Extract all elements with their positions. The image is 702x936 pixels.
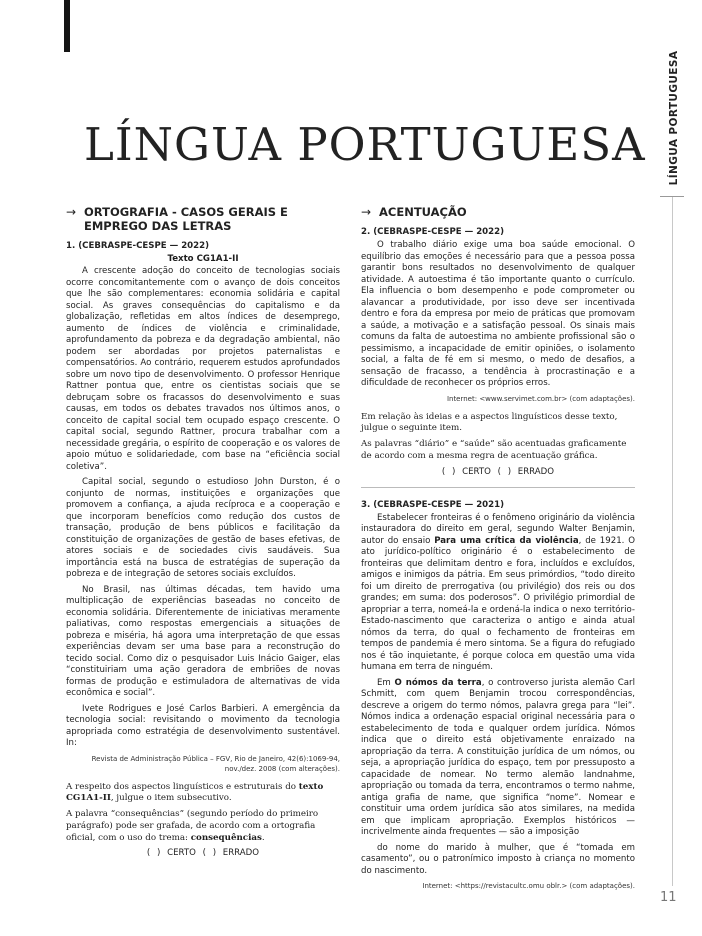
paragraph-text: , o controverso jurista alemão Carl Schmitt, com quem Benjamin trocou correspondências, descreve a origem do termo nómos, palavra grega para “lei”. Nómos indica a ordenação espacial original necessária para o estabelecimento de toda e qualquer ordem jurídica. Nómos indica que o direito está objetivamente enraizado na apropriação da terra. A constituição jurídica de um nómos, ou seja, a apropriação jurídica do espaço, tem por pressuposto a capacidade de nomear. No termo alemão landnahme, apropriação ou tomada da terra, encontramos o termo nahme, antiga grafia de name, que significa “nome”. Nomear e constituir uma ordem jurídica são atos similares, na medida em que implicam apropriação. Exemplos históricos — incrivelmente ainda frequentes — são a imposição [361,677,635,838]
section-heading-ortografia [66,205,340,233]
source-citation: Internet: <www.servimet.com.br> (com adaptações). [446,394,635,403]
side-divider-tick [660,196,684,197]
paragraph-text: , de 1921. O ato jurídico-político originário é o estabelecimento de fronteiras que delimitam dentro e fora, incluídos e excluídos, amigos e inimigos da pátria. Em seus primórdios, “todo direito foi um direito de prerrogativa (ou privilégio) dos reis ou dos grandes; em suma: dos poderosos”. O privilégio primordial de apropriar a terra, nomeá-la e ordená-la indica o nexo território-Estado-nascimento que caracteriza o antigo e ainda atual nómos da terra, do qual o fechamento de fronteiras em tempos de pandemia é mero sintoma. Se a figura do refugiado nos é tão inquietante, é porque coloca em questão uma vida humana em terra de ninguém. [361,535,635,673]
prompt-bold: texto CG1A1-II [66,781,324,804]
item-bold: consequências [190,832,262,843]
arrow-right-icon: → [66,205,77,219]
text-title: Texto CG1A1-II [167,254,239,264]
paragraph: do nome do marido à mulher, que é “tomada em casamento”, ou o patronímico imposto à criança no momento do nascimento. [361,842,635,876]
source-citation: Internet: <https://revistacultc.omu oblr.> (com adaptações). [422,882,635,891]
right-column [361,205,635,899]
paragraph-bold: Para uma crítica da violência [434,535,579,546]
section-heading-acentuacao [361,205,635,219]
paragraph [361,513,635,674]
item-text: A palavra “consequências” (segundo período do primeiro parágrafo) pode ser grafada, de acordo com a ortografia oficial, com o uso do trema: [66,809,319,843]
paragraph-bold: O nómos da terra [394,677,482,688]
paragraph: No Brasil, nas últimas décadas, tem havido uma multiplicação de experiências baseadas no conceito de economia solidária. Diferentemente de iniciativas meramente paliativas, como respostas emergenciais a situações de pobreza e miséria, há agora uma interpretação de que essas experiências devam ser uma base para a reconstrução do tecido social. Como diz o pesquisador Luis Inácio Gaiger, elas “constituiriam uma ação geradora de embriões de novas formas de produção e estimuladora de alternativas de vida econômica e social”. [66,584,340,698]
left-column [66,205,340,864]
question-header: 2. (CEBRASPE-CESPE — 2022) [361,227,505,237]
paragraph: Capital social, segundo o estudioso John Durston, é o conjunto de normas, instituições e organizações que promovem a confiança, a ajuda recíproca e a cooperação e que incorporam benefícios como redução dos custos de transação, produção de bens públicos e facilitação da constituição de organizações de gestão de bases efetivas, de atores sociais e de sociedades civis saudáveis. Sua importância está na busca de estratégias de superação da pobreza e de integração de setores sociais excluídos. [66,477,340,579]
top-accent-bar [64,0,70,52]
section-title: ORTOGRAFIA - CASOS GERAIS E EMPREGO DAS LETRAS [84,205,288,233]
section-title: ACENTUAÇÃO [379,205,467,219]
question-header: 1. (CEBRASPE-CESPE — 2022) [66,241,210,251]
question-prompt: Em relação às ideias e a aspectos linguísticos desse texto, julgue o seguinte item. [361,411,618,434]
page-title: LÍNGUA PORTUGUESA [84,118,646,171]
arrow-right-icon: → [361,205,372,219]
question-header: 3. (CEBRASPE-CESPE — 2021) [361,499,505,510]
side-section-label-text: LÍNGUA PORTUGUESA [668,50,680,186]
paragraph: A crescente adoção do conceito de tecnologias sociais ocorre concomitantemente com o avanço de dois conceitos que lhe são complementares: economia solidária e capital social. As graves consequências do capitalismo e da globalização, refletidas em altos índices de desemprego, aumento de índices de violência e criminalidade, aprofundamento da pobreza e da degradação ambiental, não podem ser abordadas por projetos paternalistas e compensatórios. Ao contrário, requerem estudos aprofundados sobre um novo tipo de desenvolvimento. O professor Henrique Rattner pontua que, entre os cientistas sociais que se debruçam sobre os fracassos do desenvolvimento e suas causas, em todos os debates travados nos últimos anos, o conceito de capital social tem ocupado espaço crescente. O capital social, segundo Rattner, procura trabalhar com a necessidade gregária, o espírito de cooperação e os valores de apoio mútuo e solidariedade, com base na “eficiência social coletiva”. [66,266,340,472]
side-divider-line [672,196,673,886]
question-divider [361,487,635,488]
prompt-text: , julgue o item subsecutivo. [110,793,232,804]
paragraph: Ivete Rodrigues e José Carlos Barbieri. A emergência da tecnologia social: revisitando o movimento da tecnologia apropriada como estratégia de desenvolvimento sustentável. In: [66,703,340,748]
paragraph: O trabalho diário exige uma boa saúde emocional. O equilíbrio das emoções é necessário para que a pessoa possa garantir bons resultados no desenvolvimento de qualquer atividade. A autoestima é tão importante quanto o currículo. Ela influencia o bom desempenho e pode comprometer ou alavancar a produtividade, por isso deve ser incentivada dentro e fora da empresa por meio de práticas que promovam a saúde, a motivação e a satisfação pessoal. Os sinais mais comuns da falta de autoestima no ambiente profissional são o pessimismo, a incapacidade de emitir opiniões, o isolamento social, a falta de fé em si mesmo, o medo de desafios, a sensação de fracasso, a tendência à procrastinação e a dificuldade de reconhecer os próprios erros. [361,240,635,388]
paragraph-text: Estabelecer fronteiras é o fenômeno originário da violência instauradora do direito em geral, segundo Walter Benjamin, autor do ensaio [361,512,635,546]
prompt-text: A respeito dos aspectos linguísticos e estruturais do [66,781,299,792]
page-number: 11 [660,890,677,905]
question-item: As palavras “diário” e “saúde” são acentuadas graficamente de acordo com a mesma regra de acentuação gráfica. [361,439,627,461]
answer-options[interactable]: ( ) CERTO ( ) ERRADO [146,848,260,859]
paragraph-text: Em [377,677,395,688]
item-text: . [261,832,265,843]
question-item [66,809,340,844]
question-prompt [66,782,340,806]
answer-options[interactable]: ( ) CERTO ( ) ERRADO [441,466,555,477]
source-citation: Revista de Administração Pública – FGV, Rio de Janeiro, 42(6):1069-94, nov./dez. 2008 (com alterações). [91,754,340,773]
side-section-label [662,48,686,188]
paragraph [361,678,635,839]
